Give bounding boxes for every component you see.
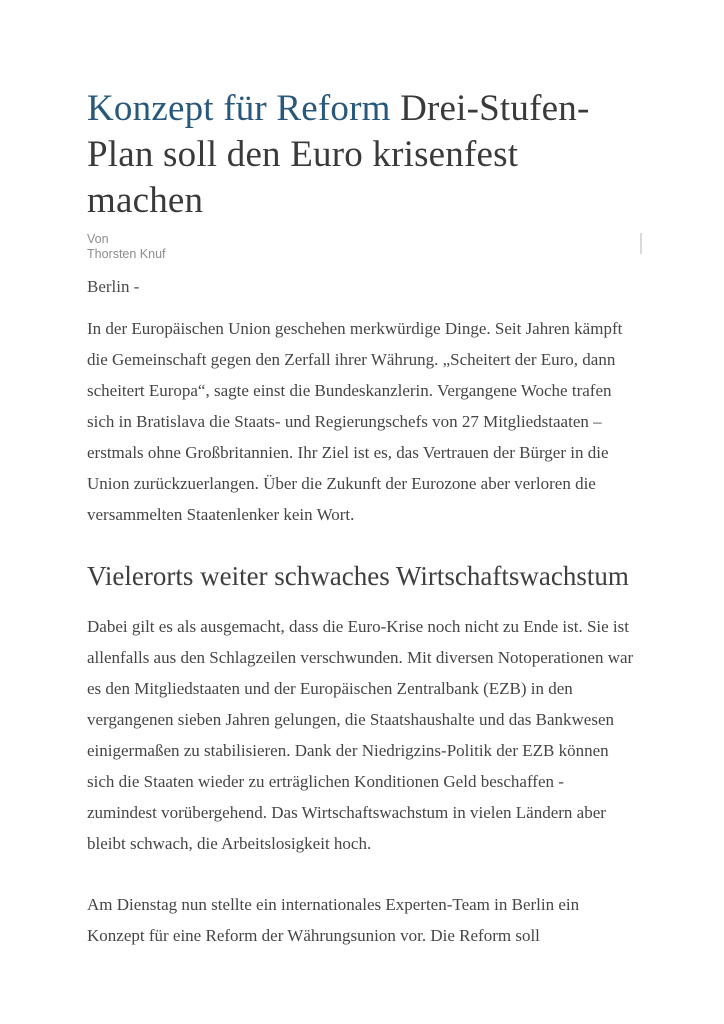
paragraph-3: Am Dienstag nun stellte ein internationales Experten-Team in Berlin ein Konzept für eine Reform der Währungsunion vor. Die Reform soll [87,895,580,945]
byline-prefix: Von [87,232,109,246]
paragraph-1: In der Europäischen Union geschehen merkwürdige Dinge. Seit Jahren kämpft die Gemeinschaft gegen den Zerfall ihrer Währung. „Scheitert der Euro, dann scheitert Europa“, sagte einst die Bundeskanzlerin. Vergangene Woche trafen sich in Bratislava die Staats- und Regierungschefs von 27 Mitgliedstaaten – erstmals ohne Großbritannien. Ihr Ziel ist es, das Vertrauen der Bürger in die Union zurückzuerlangen. Über die Zukunft der Eurozone aber verloren die versammelten Staatenlenker kein Wort. [87,319,623,524]
byline-author: Thorsten Knuf [87,247,166,261]
dateline: Berlin - [87,277,140,296]
byline [87,232,638,262]
headline [87,86,638,224]
article-content [87,86,638,981]
paragraph-2: Dabei gilt es als ausgemacht, dass die Euro-Krise noch nicht zu Ende ist. Sie ist allenfalls aus den Schlagzeilen verschwunden. Mit diversen Notoperationen war es den Mitgliedstaaten und der Europäischen Zentralbank (EZB) in den vergangenen sieben Jahren gelungen, die Staatshaushalte und das Bankwesen einigermaßen zu stabilisieren. Dank der Niedrigzins-Politik der EZB können sich die Staaten wieder zu erträglichen Konditionen Geld beschaffen - zumindest vorübergehend. Das Wirtschaftswachstum in vielen Ländern aber bleibt schwach, die Arbeitslosigkeit hoch. [87,617,634,853]
subheading: Vielerorts weiter schwaches Wirtschaftswachstum [87,561,629,591]
headline-title: Drei-Stufen-Plan soll den Euro krisenfest machen [87,88,590,221]
text-cursor-mark [640,233,642,254]
headline-kicker: Konzept für Reform [87,88,391,129]
